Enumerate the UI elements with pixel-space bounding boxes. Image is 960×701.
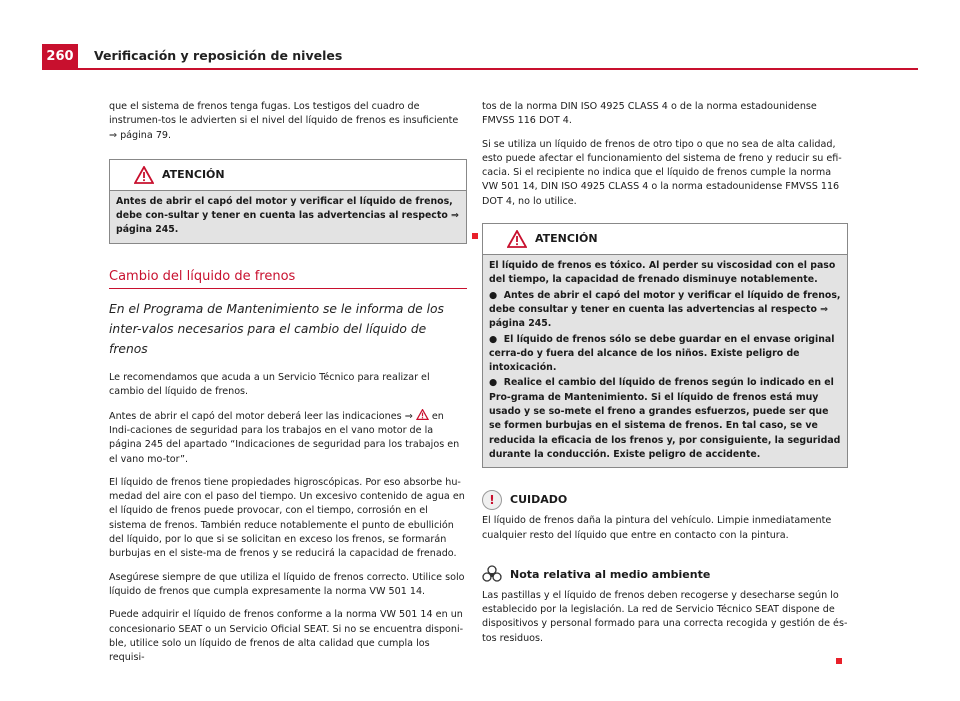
paragraph-2-end: en Indi-caciones de seguridad para los trabajos en el vano motor de la página 245 del apartado “Indicaciones de seguridad para los trabajos en el vano mo-tor”. (109, 410, 460, 465)
warning-body (110, 191, 466, 243)
right-column (482, 100, 848, 669)
environment-header (482, 565, 848, 585)
warning-triangle-icon (134, 166, 154, 184)
warning-title: ATENCIÓN (162, 167, 225, 181)
bullet-text: Realice el cambio del líquido de frenos según lo indicado en el Pro-grama de Mantenimiento. Si el líquido de frenos está muy usado y se so-mete el freno a grandes esfuerzos, puede ser que se formen burbujas en el sistema de frenos. En tal caso, se ve reducida la eficacia de los frenos y, por consiguiente, la seguridad durante la conducción. Existe peligro de accidente. (489, 377, 841, 460)
warning-triangle-icon (507, 230, 527, 248)
environment-body: Las pastillas y el líquido de frenos deben recogerse y desecharse según lo establecido por la legislación. La red de Servicio Técnico SEAT dispone de dispositivos y personal formado para una correcta recogida y gestión de és-tos residuos. (482, 589, 848, 644)
caution-title: CUIDADO (510, 493, 568, 507)
bullet-glyph: ● (489, 333, 498, 345)
recycle-flower-icon (482, 565, 502, 585)
section-end-marker (472, 233, 478, 239)
warning-intro: El líquido de frenos es tóxico. Al perder su viscosidad con el paso del tiempo, la capacidad de frenado disminuye notablemente. (489, 260, 836, 286)
page-number: 260 (42, 44, 78, 68)
section-subtitle: En el Programa de Mantenimiento se le informa de los inter-valos necesarios para el cambio del líquido de frenos (109, 302, 444, 357)
bullet-text: El líquido de frenos sólo se debe guardar en el envase original cerra-do y fuera del alcance de los niños. Existe peligro de intoxicación. (489, 333, 835, 374)
bullet-glyph: ● (489, 377, 498, 389)
paragraph-2-start: Antes de abrir el capó del motor deberá leer las indicaciones ⇒ (109, 410, 413, 422)
caution-text: El líquido de frenos daña la pintura del vehículo. Limpie inmediatamente cualquier resto del líquido que entre en contacto con la pintura. (482, 515, 832, 541)
header-rule (42, 68, 918, 70)
caution-header (482, 490, 848, 510)
warning-body-2 (483, 255, 847, 467)
warning-header-2 (483, 224, 847, 255)
intro-paragraph: que el sistema de frenos tenga fugas. Los testigos del cuadro de instrumen-tos le advierten si el nivel del líquido de frenos es insuficiente ⇒ página 79. (109, 101, 459, 141)
warning-header (110, 160, 466, 191)
warning-bullet-3 (489, 376, 841, 462)
right-paragraph-2: Si se utiliza un líquido de frenos de otro tipo o que no sea de alta calidad, esto puede afectar el funcionamiento del sistema de freno y reducir su efi-cacia. Si el recipiente no indica que el líquido de frenos cumple la norma VW 501 14, DIN ISO 4925 CLASS 4 o la norma estadounidense FMVSS 116 DOT 4, no lo utilice. (482, 138, 842, 207)
paragraph-4: Asegúrese siempre de que utiliza el líquido de frenos correcto. Utilice solo líquido de frenos que cumpla expresamente la norma VW 501 14. (109, 571, 465, 597)
warning-text: Antes de abrir el capó del motor y verificar el líquido de frenos, debe con-sultar y tener en cuenta las advertencias al respecto ⇒ página 245. (116, 195, 459, 236)
warning-title-2: ATENCIÓN (535, 231, 598, 245)
warning-box-2 (482, 223, 848, 468)
paragraph-1: Le recomendamos que acuda a un Servicio Técnico para realizar el cambio del líquido de frenos. (109, 372, 430, 398)
paragraph-2 (109, 409, 467, 467)
section-end-marker (836, 658, 842, 664)
warning-triangle-icon (416, 409, 429, 420)
left-column (109, 100, 467, 674)
warning-bullet-1 (489, 289, 841, 332)
exclamation-circle-icon: ! (482, 490, 502, 510)
paragraph-3: El líquido de frenos tiene propiedades higroscópicas. Por eso absorbe hu-medad del aire con el paso del tiempo. Un excesivo contenido de agua en el líquido de frenos puede provocar, con el tiempo, corrosión en el sistema de frenos. También reduce notablemente el punto de ebullición del líquido, por lo que si se solicitan en exceso los frenos, se formarán burbujas en el siste-ma de frenos y se reducirá la capacidad de frenado. (109, 476, 465, 560)
right-paragraph-1: tos de la norma DIN ISO 4925 CLASS 4 o de la norma estadounidense FMVSS 116 DOT 4. (482, 101, 817, 127)
environment-text (482, 589, 848, 646)
running-header-title: Verificación y reposición de niveles (94, 48, 343, 63)
warning-box (109, 159, 467, 244)
section-title: Cambio del líquido de frenos (109, 270, 467, 289)
end-marker-row (482, 655, 848, 669)
bullet-text: Antes de abrir el capó del motor y verificar el líquido de frenos, debe consultar y tener en cuenta las advertencias al respecto ⇒ página 245. (489, 289, 841, 330)
environment-title: Nota relativa al medio ambiente (510, 567, 711, 581)
paragraph-5: Puede adquirir el líquido de frenos conforme a la norma VW 501 14 en un concesionario SEAT o un Servicio Oficial SEAT. Si no se encuentra disponi-ble, utilice solo un líquido de frenos de alta calidad que cumpla los requisi- (109, 609, 464, 664)
bullet-glyph: ● (489, 289, 498, 301)
warning-bullet-2 (489, 333, 841, 376)
